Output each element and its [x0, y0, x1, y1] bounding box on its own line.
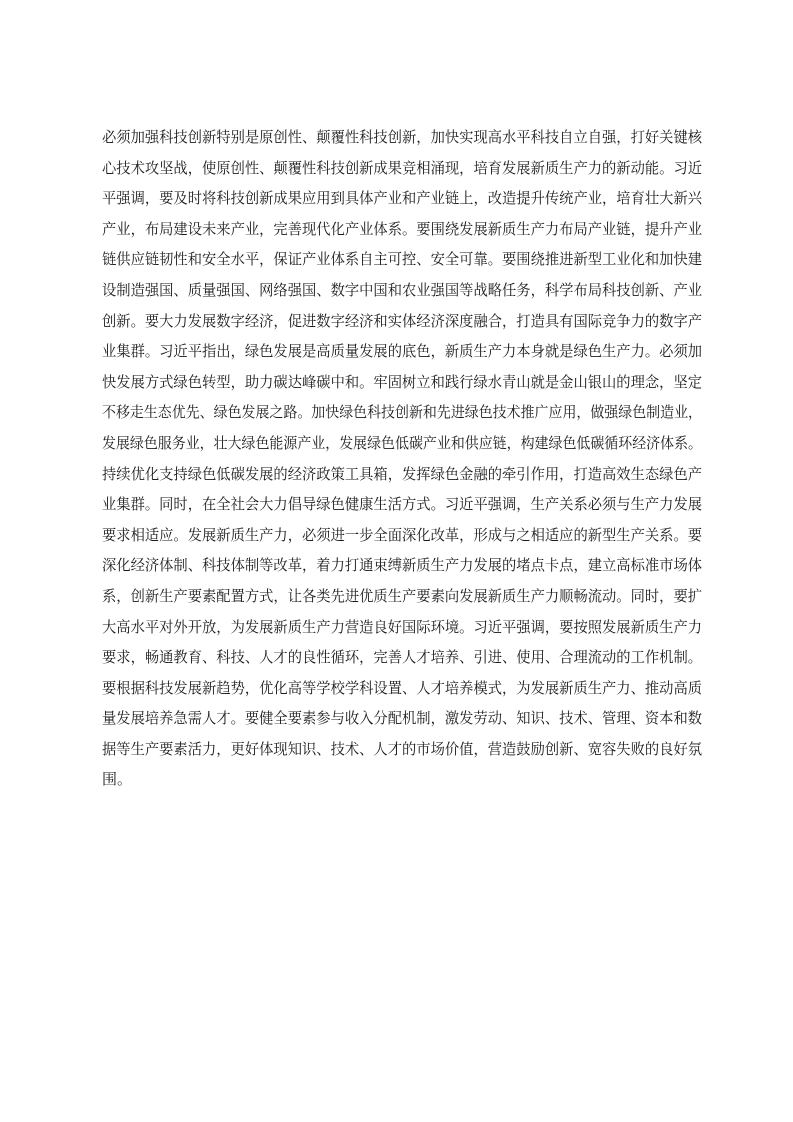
- paragraph-line: 系，创新生产要素配置方式，让各类先进优质生产要素向发展新质生产力顺畅流动。同时，要扩: [102, 586, 703, 605]
- paragraph-line: 必须加强科技创新特别是原创性、颠覆性科技创新，加快实现高水平科技自立自强，打好关键核: [102, 128, 703, 146]
- paragraph-line: 快发展方式绿色转型，助力碳达峰碳中和。牢固树立和践行绿水青山就是金山银山的理念，坚定: [102, 372, 703, 391]
- paragraph-line: 设制造强国、质量强国、网络强国、数字中国和农业强国等战略任务，科学布局科技创新、产业: [102, 280, 703, 299]
- paragraph-line: 业集群。习近平指出，绿色发展是高质量发展的底色，新质生产力本身就是绿色生产力。必须加: [102, 342, 703, 361]
- paragraph-line: 不移走生态优先、绿色发展之路。加快绿色科技创新和先进绿色技术推广应用，做强绿色制造业，: [102, 403, 702, 422]
- paragraph-line: 要根据科技发展新趋势，优化高等学校学科设置、人才培养模式，为发展新质生产力、推动高质: [102, 678, 703, 697]
- paragraph-line: 发展绿色服务业，壮大绿色能源产业，发展绿色低碳产业和供应链，构建绿色低碳循环经济体系。: [102, 433, 702, 452]
- paragraph-line: 心技术攻坚战，使原创性、颠覆性科技创新成果竞相涌现，培育发展新质生产力的新动能。习近: [102, 158, 703, 177]
- paragraph-line: 据等生产要素活力，更好体现知识、技术、人才的市场价值，营造鼓励创新、宽容失败的良好氛: [102, 739, 703, 758]
- paragraph-line: 要求相适应。发展新质生产力，必须进一步全面深化改革，形成与之相适应的新型生产关系。要: [102, 525, 703, 544]
- paragraph-line: 链供应链韧性和安全水平，保证产业体系自主可控、安全可靠。要围绕推进新型工业化和加快建: [102, 250, 703, 269]
- paragraph-line: 业集群。同时，在全社会大力倡导绿色健康生活方式。习近平强调，生产关系必须与生产力发展: [102, 495, 703, 514]
- paragraph-line: 大高水平对外开放，为发展新质生产力营造良好国际环境。习近平强调，要按照发展新质生产力: [102, 617, 703, 636]
- paragraph-line: 平强调，要及时将科技创新成果应用到具体产业和产业链上，改造提升传统产业，培育壮大新兴: [102, 189, 703, 208]
- body-paragraph: [102, 122, 702, 795]
- paragraph-line: 深化经济体制、科技体制等改革，着力打通束缚新质生产力发展的堵点卡点，建立高标准市场体: [102, 556, 703, 575]
- paragraph-line: 围。: [102, 770, 133, 789]
- paragraph-line: 产业，布局建设未来产业，完善现代化产业体系。要围绕发展新质生产力布局产业链，提升产业: [102, 219, 703, 238]
- paragraph-line: 要求，畅通教育、科技、人才的良性循环，完善人才培养、引进、使用、合理流动的工作机制。: [102, 648, 703, 667]
- paragraph-line: 创新。要大力发展数字经济，促进数字经济和实体经济深度融合，打造具有国际竞争力的数字产: [102, 311, 703, 330]
- paragraph-line: 持续优化支持绿色低碳发展的经济政策工具箱，发挥绿色金融的牵引作用，打造高效生态绿色产: [102, 464, 703, 483]
- paragraph-line: 量发展培养急需人才。要健全要素参与收入分配机制，激发劳动、知识、技术、管理、资本和数: [102, 709, 703, 728]
